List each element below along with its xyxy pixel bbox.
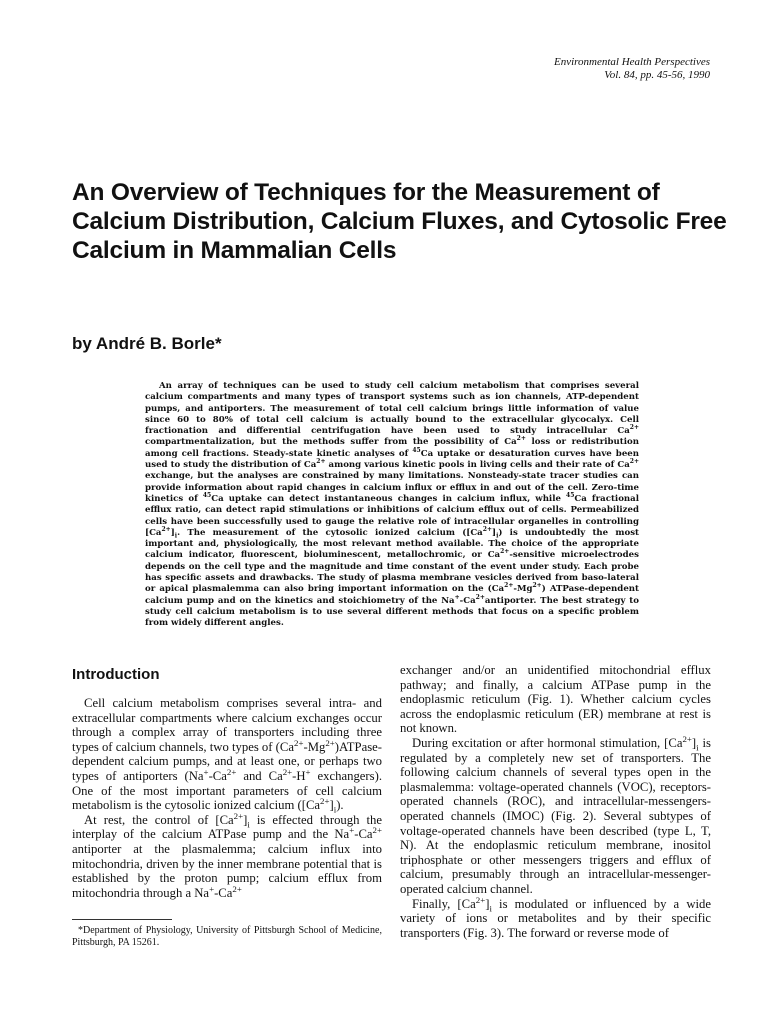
text-run: -Ca bbox=[214, 885, 233, 900]
journal-name: Environmental Health Perspectives bbox=[554, 56, 710, 68]
text-run: exchanger and/or an unidentified mitochondrial efflux pathway; and finally, a calcium ATPase pump in the endoplasmic reticulum (Fig. 1). Whether calcium cycles across the endoplasmic reticulum (ER) membrane at rest is not known. bbox=[400, 663, 711, 736]
text-run: 2+ bbox=[226, 766, 237, 777]
text-run: At rest, the control of [Ca bbox=[84, 812, 234, 827]
text-run: 2+ bbox=[233, 810, 244, 821]
text-run: 45 bbox=[202, 492, 212, 500]
text-run: -Mg bbox=[513, 584, 533, 595]
text-run: ] bbox=[691, 735, 697, 750]
text-run: is effected through the interplay of the calcium ATPase pump and the Na bbox=[72, 812, 382, 842]
text-run: i bbox=[496, 532, 499, 540]
text-run: is modulated or influenced by a wide variety of ions or metabolites and by their specific transporters (Fig. 3). The forward or reverse mode of bbox=[400, 896, 711, 940]
abstract bbox=[145, 381, 639, 630]
section-heading: Introduction bbox=[72, 666, 160, 683]
body-paragraph bbox=[400, 733, 711, 897]
text-run: 2+ bbox=[232, 883, 242, 894]
body-paragraph bbox=[72, 696, 382, 813]
text-run: ) ATPase-dependent calcium pump and on the kinetics and stoichiometry of the Na bbox=[145, 584, 640, 606]
text-run: 45 bbox=[412, 446, 421, 454]
text-run: 2+ bbox=[475, 593, 485, 601]
text-run: antiporter. The best strategy to study cell calcium metabolism is to use several different methods that focus on a specific problem from widely different angles. bbox=[145, 595, 639, 629]
text-run: exchange, but the analyses are constrained by many limitations. Nonsteady-state tracer studies can provide information about rapid changes in calcium influx or efflux in and out of the cell. Zero-time kinetics of bbox=[145, 471, 639, 504]
text-run: i bbox=[489, 903, 492, 914]
text-run: among various kinetic pools in living cells and their rate of Ca bbox=[325, 460, 630, 471]
text-run: and Ca bbox=[236, 768, 283, 783]
text-run: 2+ bbox=[316, 458, 326, 466]
text-run: 2+ bbox=[516, 435, 526, 443]
text-run: + bbox=[349, 825, 355, 836]
body-paragraph bbox=[72, 810, 382, 901]
text-run: 2+ bbox=[500, 548, 510, 556]
text-run: is regulated by a completely new set of transporters. The following calcium channels of several types open in the plasmalemma: voltage-operated channels (VOC), receptors-operated channels (ROC), and intracellular-messengers-operated channels (IMOC) (Fig. 2). Several subtypes of voltage-operated channels have been described (type L, T, N). At the endoplasmic reticulum membrane, inositol triphosphate or other messengers triggers and efflux of calcium, presumably through an intracellular-messenger-operated calcium channel. bbox=[400, 735, 711, 896]
journal-volume: Vol. 84, pp. 45-56, 1990 bbox=[604, 69, 710, 81]
text-run: ] bbox=[329, 798, 334, 813]
text-run: 2+ bbox=[629, 424, 639, 432]
text-run: 2+ bbox=[325, 737, 335, 748]
body-paragraph bbox=[400, 894, 711, 941]
article-title: An Overview of Techniques for the Measurement of Calcium Distribution, Calcium Fluxes, and Cytosolic Free Calcium in Mammalian Cells bbox=[72, 179, 727, 264]
footnote-divider bbox=[72, 919, 172, 920]
right-column bbox=[400, 663, 711, 940]
text-run: + bbox=[203, 766, 209, 777]
text-run: ] bbox=[485, 896, 490, 911]
text-run: Ca fractional efflux ratio, can detect rapid stimulations or inhibitions of calcium efflux out of cells. Permeabilized cells have been successfully used to gauge the relative role of intracellular organelles in controlling [Ca bbox=[145, 493, 640, 538]
text-run: compartmentalization, but the methods suffer from the possibility of Ca bbox=[145, 437, 517, 448]
text-run: An array of techniques can be used to study cell calcium metabolism that comprises several calcium compartments and many types of transport systems such as ion channels, ATP-dependent pumps, and antiporters. The measurement of total cell calcium brings little information of value since 60 to 80% of total cell calcium is actually bound to the extracellular glycocalyx. Cell fractionation and differential centrifugation have been used to study intracellular Ca bbox=[145, 381, 639, 437]
text-run: -Ca bbox=[208, 768, 227, 783]
text-run: loss or redistribution among cell fractions. Steady-state kinetic analyses of bbox=[145, 437, 639, 459]
text-run: i bbox=[696, 742, 699, 753]
text-run: i bbox=[247, 819, 250, 830]
text-run: Cell calcium metabolism comprises several intra- and extracellular compartments where calcium exchanges occur through a complex array of transporters including three types of calcium channels, two types of (Ca bbox=[72, 696, 382, 754]
text-run: ). bbox=[336, 798, 344, 813]
text-run: 2+ bbox=[475, 894, 486, 905]
text-run: -sensitive microelectrodes depends on the cell type and the magnitude and time constant of the event under study. Each probe has specific assets and drawbacks. The study of plasma membrane vesicles derived from baso-lateral or apical plasmalemma can also bring important information on the (Ca bbox=[145, 550, 639, 595]
text-run: 2+ bbox=[629, 458, 639, 466]
text-run: exchangers). One of the most important parameters of cell calcium metabolism is the cytosolic ionized calcium ([Ca bbox=[72, 768, 382, 813]
text-run: i bbox=[333, 804, 337, 815]
text-run: + bbox=[454, 593, 460, 601]
text-run: . The measurement of the cytosolic ionized calcium ([Ca bbox=[177, 527, 483, 538]
text-run: 45 bbox=[566, 492, 575, 500]
journal-header bbox=[554, 56, 710, 82]
body-paragraph bbox=[400, 663, 711, 736]
text-run: antiporter at the plasmalemma; calcium influx into mitochondria, driven by the inner membrane potential that is established by the proton pump; calcium efflux from mitochondria through a Na bbox=[72, 841, 382, 900]
text-run: ] bbox=[243, 812, 248, 827]
text-run: ) is undoubtedly the most important and, physiologically, the most relevant method available. The choice of the appropriate calcium indicator, fluorescent, bioluminescent, metallochromic, or Ca bbox=[145, 527, 640, 561]
text-run: 2+ bbox=[294, 737, 304, 748]
text-run: 2+ bbox=[504, 582, 514, 590]
text-run: i bbox=[174, 532, 178, 540]
text-run: 2+ bbox=[161, 526, 171, 533]
author-byline: by André B. Borle* bbox=[72, 334, 222, 353]
footnote: *Department of Physiology, University of Pittsburgh School of Medicine, Pittsburgh, PA 15261. bbox=[72, 925, 382, 948]
left-column bbox=[72, 663, 382, 900]
text-run: -H bbox=[292, 768, 306, 783]
text-run: 2+ bbox=[532, 582, 542, 590]
text-run: -Ca bbox=[354, 827, 373, 842]
text-run: Ca uptake can detect instantaneous changes in calcium influx, while bbox=[211, 493, 567, 504]
text-run: ] bbox=[170, 527, 175, 538]
text-run: 2+ bbox=[482, 526, 492, 533]
text-run: -Ca bbox=[459, 595, 476, 606]
text-run: + bbox=[305, 766, 311, 777]
text-run: + bbox=[209, 883, 215, 894]
text-run: During excitation or after hormonal stimulation, [Ca bbox=[412, 735, 683, 750]
text-run: )ATPase-dependent calcium pumps, and at least one, or perhaps two types of antiporters (Na bbox=[72, 739, 382, 783]
text-run: Ca uptake or desaturation curves have been used to study the distribution of Ca bbox=[145, 448, 639, 471]
text-run: 2+ bbox=[320, 795, 330, 806]
text-run: ] bbox=[492, 527, 497, 538]
text-run: Finally, [Ca bbox=[412, 896, 476, 911]
text-run: 2+ bbox=[372, 825, 382, 836]
text-run: 2+ bbox=[682, 733, 692, 744]
text-run: -Mg bbox=[303, 739, 326, 754]
text-run: 2+ bbox=[282, 766, 293, 777]
